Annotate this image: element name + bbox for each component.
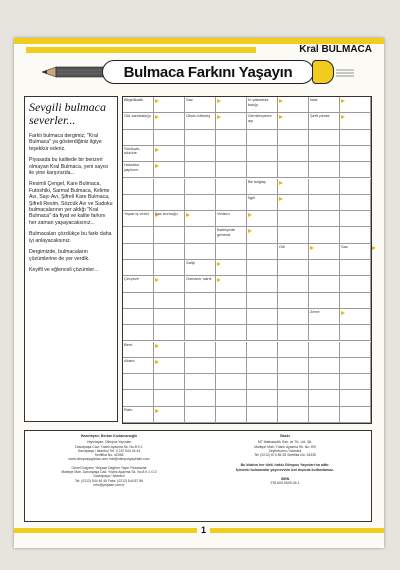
grid-cell[interactable] (309, 358, 340, 374)
clue-text: Osmanlı, sahil (186, 276, 212, 282)
grid-cell[interactable] (340, 276, 371, 292)
grid-cell[interactable] (247, 260, 278, 276)
intro-paragraph: Dergimizde, bulmacaların çözümlerine de yer verdik. (29, 249, 90, 262)
imprint-line: Maltepe Mah. Davutpaşa Cad. Yılanlı Ayazma Sk. No:8 K:1 D:2 (61, 470, 157, 475)
clue-text: Salip (186, 260, 195, 265)
brand-row (14, 44, 384, 58)
clue-arrow-icon (217, 115, 221, 119)
grid-cell[interactable] (340, 374, 371, 390)
grid-cell[interactable] (216, 358, 247, 374)
grid-cell[interactable] (278, 211, 309, 227)
grid-cell[interactable] (247, 407, 278, 423)
intro-paragraph: Farklı bulmaca dergimiz, "Kral Bulmaca" ya gösterdiğiniz ilgiye teşekkür ederiz. (29, 133, 102, 152)
page-title: Bulmaca Farkını Yaşayın (123, 63, 293, 81)
clue-text: Abartı (124, 357, 135, 363)
grid-cell[interactable] (309, 260, 340, 276)
clue-text: Gemilerçevre ayı (248, 113, 272, 123)
clue-text: Vedero (217, 211, 230, 217)
grid-cell[interactable] (185, 358, 216, 374)
grid-cell[interactable] (278, 146, 309, 162)
grid-cell[interactable] (216, 309, 247, 325)
imprint-line: Davutpaşa Cad. Yılanlı Ayazma Sk. No:8 K:1 (75, 444, 143, 449)
grid-cell[interactable] (278, 325, 309, 341)
grid-cell[interactable] (216, 179, 247, 195)
grid-cell[interactable] (185, 130, 216, 146)
grid-cell[interactable] (154, 390, 185, 406)
grid-cell[interactable] (123, 195, 154, 211)
imprint-left-heading: Hazırlayan: Bertan Kodamanoğlu (80, 434, 138, 438)
grid-cell[interactable] (216, 325, 247, 341)
grid-cell[interactable] (185, 162, 216, 178)
clue-arrow-icon (155, 115, 159, 119)
imprint-line: info@yelpaze.com.tr (93, 482, 125, 487)
grid-cell[interactable] (278, 227, 309, 243)
grid-cell[interactable] (247, 309, 278, 325)
grid-cell[interactable] (278, 358, 309, 374)
clue-arrow-icon (217, 99, 221, 103)
grid-cell[interactable] (123, 390, 154, 406)
clue-arrow-icon (155, 344, 159, 348)
grid-cell[interactable] (185, 244, 216, 260)
grid-cell[interactable] (340, 358, 371, 374)
grid-cell[interactable] (216, 130, 247, 146)
imprint-right (205, 434, 365, 486)
grid-cell[interactable] (123, 325, 154, 341)
brand-strip (26, 47, 256, 53)
grid-cell[interactable] (154, 179, 185, 195)
clue-text: Rafo (124, 406, 133, 412)
clue-text: Bilgelikadlı (124, 97, 144, 102)
grid-cell[interactable] (340, 146, 371, 162)
grid-cell[interactable] (247, 390, 278, 406)
grid-cell[interactable] (247, 162, 278, 178)
clue-text: İri yakamaz balığı (248, 97, 269, 107)
clue-text: İlgili (248, 194, 255, 200)
grid-cell[interactable] (309, 162, 340, 178)
grid-cell[interactable] (309, 276, 340, 292)
grid-cell[interactable] (340, 195, 371, 211)
clue-arrow-icon (372, 246, 376, 250)
grid-cell[interactable] (340, 211, 371, 227)
clue-arrow-icon (248, 229, 252, 233)
grid-cell[interactable] (340, 130, 371, 146)
imprint-line: Tel: (0212) 674 85 28 Sertifika No: 34335 (254, 453, 316, 458)
grid-cell[interactable] (247, 374, 278, 390)
grid-cell[interactable] (123, 293, 154, 309)
imprint-line: Tel: (0212) 544 46 46 Faks: (0212) 544 87 86 (74, 478, 144, 483)
grid-cell[interactable] (216, 146, 247, 162)
grid-cell[interactable] (309, 407, 340, 423)
grid-cell[interactable] (216, 390, 247, 406)
grid-cell[interactable] (340, 260, 371, 276)
grid-cell[interactable] (216, 374, 247, 390)
grid-cell[interactable] (185, 390, 216, 406)
imprint-line: Maltepe Mah. Yılanlı Ayazma Sk. No: 8/9 (254, 444, 316, 449)
clue-text: Zerre (310, 308, 320, 314)
grid-cell[interactable] (309, 211, 340, 227)
intro-paragraph: Keyifli ve eğlenceli çözümler... (29, 266, 99, 273)
grid-cell[interactable] (154, 309, 185, 325)
clue-arrow-icon (279, 99, 283, 103)
grid-cell[interactable] (123, 309, 154, 325)
clue-text: Okulu bitirmiş (186, 113, 211, 119)
grid-cell[interactable] (278, 342, 309, 358)
clue-arrow-icon (155, 409, 159, 413)
grid-cell[interactable] (278, 407, 309, 423)
decorative-lines (314, 68, 354, 78)
magazine-page (14, 38, 384, 548)
clue-text: Çerçeve (124, 276, 139, 282)
grid-cell[interactable] (278, 374, 309, 390)
grid-cell[interactable] (309, 227, 340, 243)
grid-cell[interactable] (123, 179, 154, 195)
clue-arrow-icon (279, 115, 283, 119)
clue-text: İstal (310, 97, 318, 102)
grid-cell[interactable] (185, 407, 216, 423)
clue-text: Gül zambaklığı (124, 113, 151, 119)
clue-arrow-icon (341, 115, 345, 119)
imprint-line: Davutpaşa / İstanbul (93, 474, 125, 479)
grid-cell[interactable] (123, 374, 154, 390)
grid-cell[interactable] (247, 342, 278, 358)
intro-heading: Sevgili bulmaca severler... (29, 100, 106, 127)
intro-paragraph: Piyasada bu kalitede bir benzeri olmayan Kral Bulmaca, yeni sayısı ile yine karşınızda... (29, 157, 109, 177)
grid-cell[interactable] (216, 162, 247, 178)
clue-arrow-icon (217, 278, 221, 282)
grid-cell[interactable] (278, 130, 309, 146)
clue-arrow-icon (248, 213, 252, 217)
grid-cell[interactable] (123, 244, 154, 260)
grid-cell[interactable] (154, 130, 185, 146)
clue-text: Sözüçek, sözüne (124, 145, 141, 156)
grid-cell[interactable] (309, 179, 340, 195)
grid-cell[interactable] (154, 227, 185, 243)
grid-cell[interactable] (247, 276, 278, 292)
imprint-line: www.olimposyayinlari.com info@olimposyayinlari.com (68, 457, 150, 462)
clue-text: Berri (124, 341, 133, 347)
grid-cell[interactable] (154, 244, 185, 260)
grid-cell[interactable] (309, 390, 340, 406)
grid-cell[interactable] (154, 293, 185, 309)
clue-text: Oik (279, 243, 285, 249)
grid-cell[interactable] (216, 195, 247, 211)
grid-cell[interactable] (309, 195, 340, 211)
clue-arrow-icon (155, 360, 159, 364)
grid-cell[interactable] (185, 195, 216, 211)
clue-arrow-icon (341, 311, 345, 315)
clue-text: Sac bornoğu (155, 211, 178, 217)
clue-arrow-icon (155, 164, 159, 168)
grid-cell[interactable] (185, 179, 216, 195)
grid-cell[interactable] (185, 293, 216, 309)
clue-arrow-icon (155, 148, 159, 152)
grid-cell[interactable] (154, 374, 185, 390)
page-number: 1 (197, 525, 210, 535)
grid-cell[interactable] (247, 146, 278, 162)
grid-cell[interactable] (154, 325, 185, 341)
grid-cell[interactable] (340, 179, 371, 195)
title-banner (102, 60, 314, 84)
clue-text: Bir bağlaç (248, 178, 266, 184)
grid-cell[interactable] (278, 390, 309, 406)
grid-cell[interactable] (247, 244, 278, 260)
intro-paragraph: Bulmacaları çözdükçe bu farkı daha iyi anlayacaksınız. (29, 231, 112, 244)
grid-cell[interactable] (154, 260, 185, 276)
clue-text: Yapar iş verici (124, 211, 149, 217)
grid-cell[interactable] (340, 293, 371, 309)
grid-cell[interactable] (309, 130, 340, 146)
grid-cell[interactable] (216, 293, 247, 309)
imprint-line: Genel Dağıtım: Yelpaze Dağıtım Yayın Pazarlama (71, 465, 147, 470)
clue-arrow-icon (310, 246, 314, 250)
grid-cell[interactable] (340, 162, 371, 178)
grid-cell[interactable] (340, 342, 371, 358)
clue-arrow-icon (279, 197, 283, 201)
clue-text: Sac (341, 243, 348, 249)
clue-text: Saz (186, 97, 193, 102)
grid-cell[interactable] (278, 162, 309, 178)
clue-text: Şerit perde (310, 113, 330, 119)
grid-cell[interactable] (278, 276, 309, 292)
clue-arrow-icon (155, 99, 159, 103)
grid-cell[interactable] (185, 342, 216, 358)
grid-cell[interactable] (309, 293, 340, 309)
grid-cell[interactable] (185, 146, 216, 162)
grid-cell[interactable] (123, 260, 154, 276)
imprint-right-heading: Baskı (280, 434, 290, 438)
grid-cell[interactable] (185, 309, 216, 325)
grid-cell[interactable] (154, 195, 185, 211)
imprint-line: 978-605-9609-46-1 (270, 481, 300, 486)
grid-cell[interactable] (309, 146, 340, 162)
grid-cell[interactable] (340, 227, 371, 243)
grid-cell[interactable] (247, 325, 278, 341)
grid-cell[interactable] (216, 407, 247, 423)
grid-cell[interactable] (216, 244, 247, 260)
grid-cell[interactable] (309, 374, 340, 390)
imprint-line: Zeytinburnu / İstanbul (268, 448, 302, 453)
imprint-line: MT Matbaacılık San. ve Tic. Ltd. Şti. (257, 440, 313, 445)
imprint-line: İçindeki bulmacalar yayınevinin izni dışında kullanılamaz. (236, 467, 334, 472)
grid-cell[interactable] (247, 293, 278, 309)
clue-arrow-icon (155, 278, 159, 282)
grid-cell[interactable] (340, 407, 371, 423)
clue-arrow-icon (279, 181, 283, 185)
grid-cell[interactable] (123, 130, 154, 146)
grid-cell[interactable] (185, 374, 216, 390)
clue-arrow-icon (341, 99, 345, 103)
grid-cell[interactable] (278, 260, 309, 276)
imprint-left (29, 434, 189, 487)
brand-label: Kral BULMACA (299, 44, 372, 55)
imprint-box (24, 430, 372, 522)
grid-cell[interactable] (309, 325, 340, 341)
clue-text: Hukukta yaptırım (124, 162, 139, 172)
imprint-line: Yayınlayan: Olimpos Yayınları (86, 440, 132, 445)
intro-paragraph: Resimli Çengel, Kare Bulmaca, Futoshiki, Sarmal Bulmaca, Kelime Avı, Sayı Avı, Şifreli Kare Bulmaca, Şifreli Resim, Sözcük Avı ve Sudoku bulmacalarının yer aldığı "Kral Bulmaca" da fiyat ve kalite farkını her zaman yaşayacaksınız... (29, 181, 113, 226)
grid-cell[interactable] (247, 358, 278, 374)
grid-cell[interactable] (340, 325, 371, 341)
grid-cell[interactable] (278, 309, 309, 325)
clue-arrow-icon (217, 262, 221, 266)
grid-cell[interactable] (216, 342, 247, 358)
grid-cell[interactable] (340, 390, 371, 406)
imprint-line: Sertifika No: 42096 (94, 453, 124, 458)
grid-cell[interactable] (185, 325, 216, 341)
clue-arrow-icon (186, 213, 190, 217)
clue-text: Bahriyede general (217, 227, 236, 237)
grid-cell[interactable] (278, 293, 309, 309)
grid-cell[interactable] (185, 227, 216, 243)
intro-box (24, 96, 118, 422)
grid-cell[interactable] (309, 342, 340, 358)
imprint-line: Davutpaşa / İstanbul Tel: 0 212 544 44 44 (77, 448, 141, 453)
grid-cell[interactable] (123, 227, 154, 243)
grid-cell[interactable] (247, 130, 278, 146)
imprint-line: ISBN (280, 477, 290, 482)
imprint-line: Bu kitabın her türlü hakkı Olimpos Yayınları'na aittir. (240, 463, 330, 468)
crossword-grid[interactable] (122, 96, 372, 424)
